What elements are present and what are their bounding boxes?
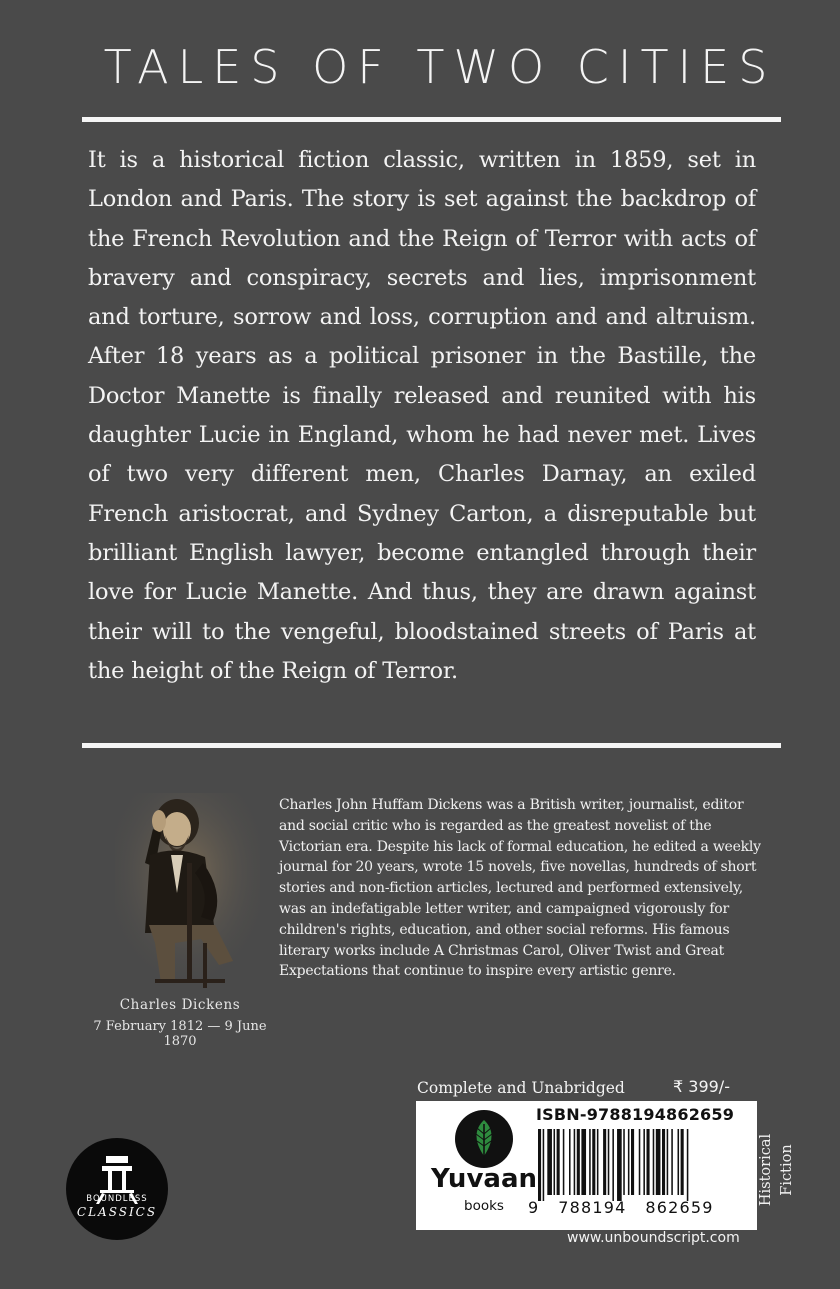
author-name: Charles Dickens — [119, 997, 241, 1013]
publisher-name: Yuvaan — [431, 1164, 537, 1194]
barcode-bar — [612, 1129, 614, 1201]
edition-label: Complete and Unabridged — [417, 1079, 625, 1097]
barcode-bar — [643, 1129, 645, 1195]
leaf-icon — [455, 1110, 513, 1168]
barcode-bar — [581, 1129, 586, 1195]
barcode-bar — [592, 1129, 595, 1195]
barcode-bar — [577, 1129, 580, 1195]
imprint-line1: BOUNDLESS — [86, 1194, 148, 1204]
barcode-bar — [671, 1129, 673, 1195]
genre-line2: Fiction — [779, 1144, 795, 1196]
book-title: TALES OF TWO CITIES — [103, 40, 777, 94]
author-portrait — [115, 793, 260, 993]
genre-line1: Historical — [758, 1133, 774, 1207]
barcode-bar — [628, 1129, 630, 1195]
barcode-bar — [538, 1129, 541, 1201]
barcode-icon — [536, 1129, 738, 1201]
divider-bottom — [82, 743, 781, 748]
bookstand-icon — [66, 1138, 168, 1240]
barcode-bar — [617, 1129, 622, 1201]
barcode-bar — [687, 1129, 689, 1201]
barcode-bar — [662, 1129, 665, 1195]
publisher-logo — [455, 1110, 513, 1168]
barcode-bar — [547, 1129, 552, 1195]
barcode-bar — [557, 1129, 560, 1195]
barcode-bar — [667, 1129, 669, 1195]
website-label: www.unboundscript.com — [567, 1230, 740, 1246]
barcode-bar — [569, 1129, 571, 1195]
price-label: ₹ 399/- — [673, 1077, 730, 1096]
author-bio: Charles John Huffam Dickens was a British writer, journalist, editor and social critic who is regarded as the greatest novelist of the Victorian era. Despite his lack of formal education, he edited a weekly journal for 20 years, wrote 15 novels, five novellas, hundreds of short stories and non-fiction articles, lectured and performed extensively, was an indefatigable letter writer, and campaigned vigorously for children's rights, education, and other social reforms. His famous literary works include A Christmas Carol, Oliver Twist and Great Expectations that continue to inspire every artistic genre. — [279, 797, 761, 980]
synopsis-text: It is a historical fiction classic, written in 1859, set in London and Paris. The story is set against the backdrop of the French Revolution and the Reign of Terror with acts of bravery and conspiracy, secrets and lies, imprisonment and torture, sorrow and loss, corruption and and altruism. After 18 years as a political prisoner in the Bastille, the Doctor Manette is finally released and reunited with his daughter Lucie in England, whom he had never met. Lives of two very different men, Charles Darnay, an exiled French aristocrat, and Sydney Carton, a disreputable but brilliant English lawyer, become entangled through their love for Lucie Manette. And thus, they are drawn against their will to the vengeful, bloodstained streets of Paris at the height of the Reign of Terror. — [88, 147, 756, 684]
barcode-bar — [678, 1129, 680, 1195]
barcode-bar — [608, 1129, 610, 1195]
barcode-digits: 9 788194 862659 — [528, 1198, 714, 1217]
isbn-label: ISBN-9788194862659 — [536, 1105, 735, 1124]
genre-label — [756, 1124, 800, 1207]
barcode-bar — [589, 1129, 591, 1195]
imprint-logo — [66, 1138, 168, 1240]
imprint-line2: CLASSICS — [76, 1205, 158, 1219]
author-dates: 7 February 1812 — 9 June 1870 — [93, 1019, 267, 1049]
barcode-bar — [554, 1129, 556, 1195]
barcode-bar — [574, 1129, 576, 1195]
barcode-bar — [603, 1129, 606, 1195]
barcode-bar — [623, 1129, 625, 1195]
barcode-bar — [563, 1129, 565, 1195]
barcode-bar — [639, 1129, 641, 1195]
barcode-bar — [656, 1129, 661, 1195]
publisher-subtitle: books — [464, 1198, 504, 1214]
barcode-bar — [597, 1129, 599, 1195]
barcode-bar — [653, 1129, 655, 1195]
divider-top — [82, 117, 781, 122]
barcode-bar — [647, 1129, 650, 1195]
barcode-bar — [681, 1129, 684, 1195]
barcode-bar — [631, 1129, 634, 1195]
barcode-bar — [543, 1129, 545, 1201]
